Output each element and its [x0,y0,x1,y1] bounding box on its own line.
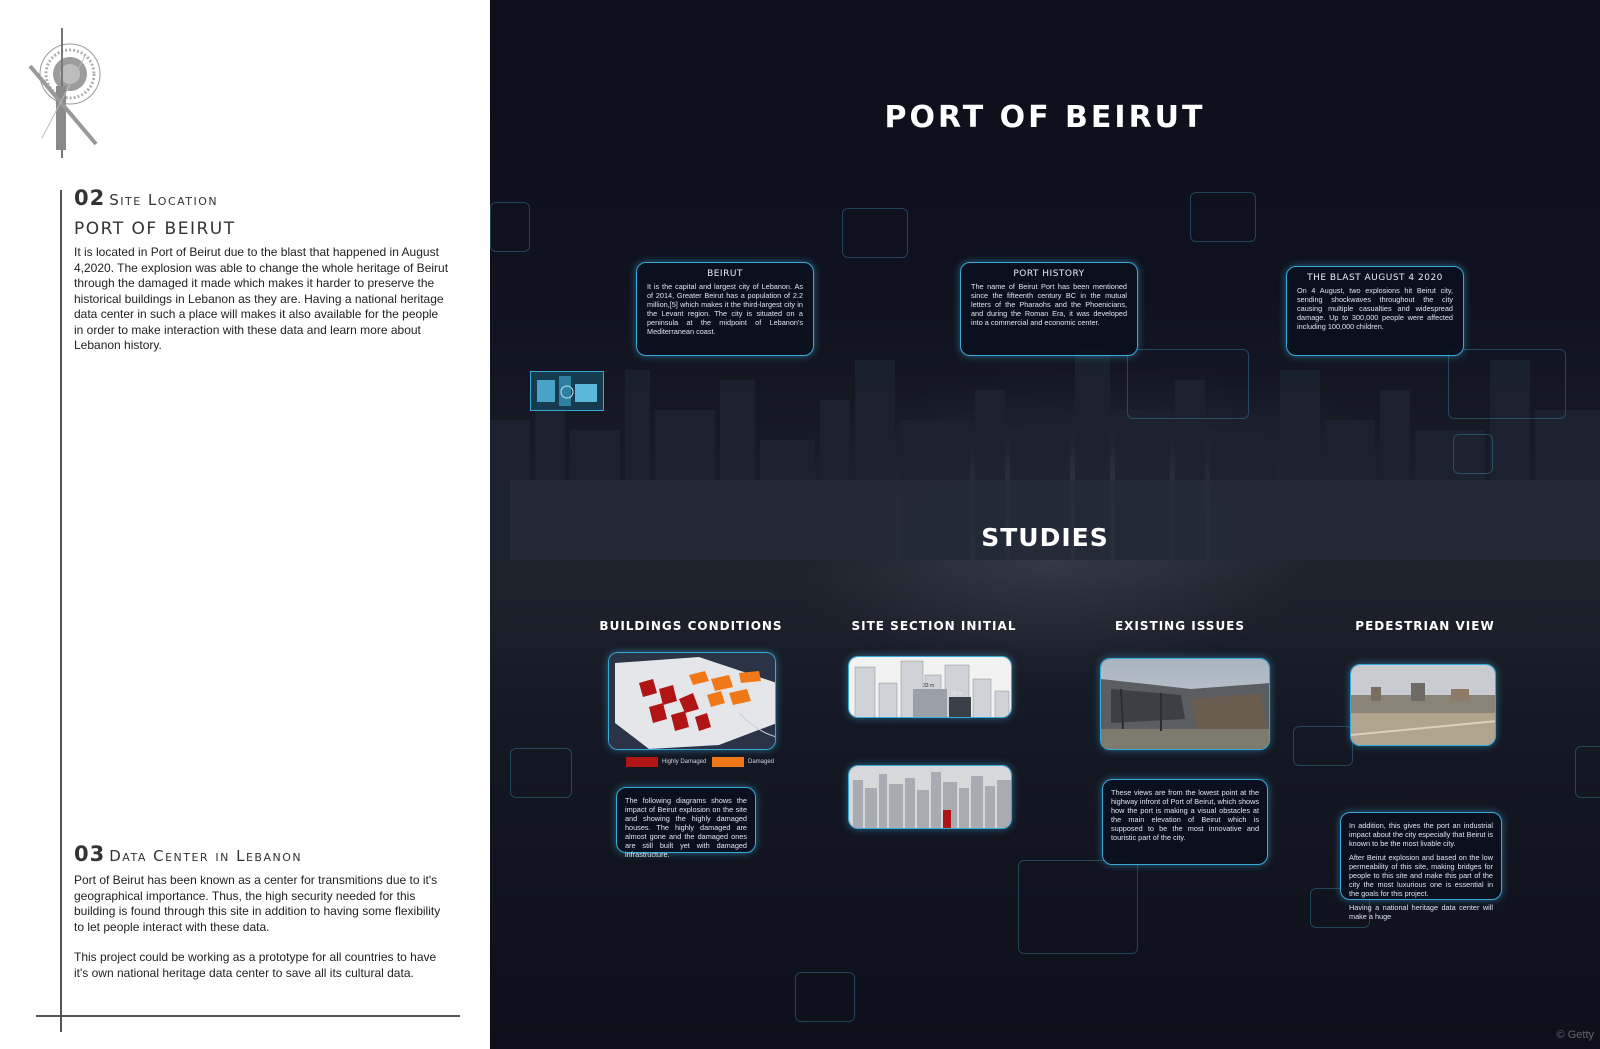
section-03-body-2: This project could be working as a prototype for all countries to have it's own national heritage data center to save all its cultural data. [74,950,437,980]
hud-frame-decoration [1018,860,1138,954]
existing-issues-note [1102,779,1268,865]
legend-label-highly-damaged: Highly Damaged [662,759,707,765]
section-02-body: It is located in Port of Beirut due to the blast that happened in August 4,2020. The explosion was able to change the whole heritage of Beirut through the damaged it made which makes it harder to preserve the historical buildings in Lebanon as they are. Having a national heritage data center in such a place will makes it also available for the people in order to make interaction with these data and learn more about Lebanon history. [74,245,449,352]
site-section-city-image [848,765,1012,829]
site-thumbnail-image [530,371,604,411]
legend-swatch-highly-damaged [626,757,658,767]
project-logo-icon [26,26,136,166]
hud-frame-decoration [1575,746,1600,798]
section-03-body-1: Port of Beirut has been known as a center for transmitions due to it's geographical importance. Thus, the high security needed for this building is found through this site in addition to having some flexibility to let people interact with these data. [74,873,441,934]
legend-label-damaged: Damaged [748,759,775,765]
section-02-subtitle: PORT OF BEIRUT [74,219,236,239]
photo-watermark: © Getty [1556,1029,1594,1041]
section-03-title: Data Center in Lebanon [109,847,303,865]
section-02-title: Site Location [109,191,219,209]
info-card-title: PORT HISTORY [1013,269,1085,279]
section-02-heading [74,186,218,210]
info-card-text: On 4 August, two explosions hit Beirut city, sending shockwaves throughout the city causing multiple casualties and widespread damage. Up to 300,000 people were affected including 100,000 children. [1297,286,1453,331]
hud-frame-decoration [1190,192,1256,242]
study-title-pedestrian-view: PEDESTRIAN VIEW [1355,619,1495,633]
pedestrian-note-text-1: In addition, this gives the port an industrial impact about the city especially that Beirut is known to be the most livable city. [1349,821,1493,848]
pedestrian-view-note [1340,812,1502,921]
existing-issues-note-text: These views are from the lowest point at the highway infront of Port of Beirut, which shows how the port is making a visual obstacles at the main elevation of Beirut which is supposed to be the most innovative and touristic part of the city. [1111,788,1259,842]
left-panel [0,0,490,1049]
study-title-buildings-conditions: BUILDINGS CONDITIONS [599,619,783,633]
section-03-number: 03 [74,842,106,866]
buildings-conditions-diagram [608,652,776,750]
pedestrian-view-photo [1350,664,1496,746]
info-card-the-blast [1286,266,1464,356]
info-card-title: THE BLAST AUGUST 4 2020 [1307,273,1443,283]
buildings-conditions-note-text: The following diagrams shows the impact of Beirut explosion on the site and showing the highly damaged houses. The highly damaged are almost gone and the damaged ones are still built yet with damaged infrastructure. [625,796,747,859]
hud-frame-decoration [1448,349,1566,419]
studies-title: STUDIES [981,523,1109,552]
hud-frame-decoration [1127,349,1249,419]
right-panel [490,0,1600,1049]
legend-swatch-damaged [712,757,744,767]
section-dimension-label: 33 m [951,691,963,697]
hud-frame-decoration [510,748,572,798]
pedestrian-note-text-3: Having a national heritage data center will make a huge [1349,903,1493,921]
site-section-elevation-image [848,656,1012,718]
section-02-number: 02 [74,186,106,210]
bottom-divider [36,1015,460,1017]
hud-frame-decoration [1293,726,1353,766]
hud-frame-decoration [795,972,855,1022]
vertical-divider [60,190,62,1032]
page-title: PORT OF BEIRUT [884,100,1206,135]
study-title-site-section: SITE SECTION INITIAL [851,619,1017,633]
info-card-port-history [960,262,1138,356]
hud-frame-decoration [490,202,530,252]
hud-frame-decoration [842,208,908,258]
hud-frame-decoration [1453,434,1493,474]
pedestrian-note-text-2: After Beirut explosion and based on the low permeability of this site, making bridges for people to this site and make this part of the city the most luxurious one is essential in the goals for this project. [1349,853,1493,898]
section-03-heading [74,842,302,866]
info-card-title: BEIRUT [707,269,743,279]
info-card-text: It is the capital and largest city of Lebanon. As of 2014, Greater Beirut has a population of 2.2 million,[5] which makes it the third-largest city in the Levant region. The city is situated on a peninsula at the midpoint of Lebanon's Mediterranean coast. [647,282,803,336]
info-card-text: The name of Beirut Port has been mentioned since the fifteenth century BC in the mutual letters of the Pharaohs and the Phoenicians, and during the Roman Era, it was developed into a commercial and economic center. [971,282,1127,327]
existing-issues-photo [1100,658,1270,750]
info-card-beirut [636,262,814,356]
study-title-existing-issues: EXISTING ISSUES [1114,619,1246,633]
section-dimension-label: 33 m [923,683,935,689]
buildings-conditions-note [616,787,756,859]
